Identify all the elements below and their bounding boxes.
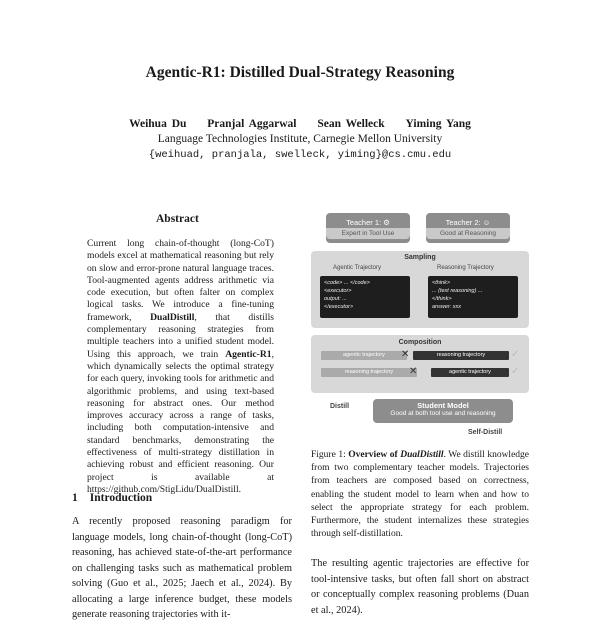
affiliation: Language Technologies Institute, Carnegie Mellon University bbox=[157, 133, 443, 145]
figure-overview bbox=[311, 207, 529, 441]
abstract-text: Current long chain-of-thought (long-CoT) models excel at mathematical reasoning but rely on slow and error-prone natural language traces. Tool-augmented agents address arithmetic via code execution, but often falter on complex logical tasks. We introduce a fine-tuning framework, bbox=[87, 238, 274, 323]
code-line: <executor> bbox=[324, 288, 352, 294]
author-name: Yiming Yang bbox=[405, 118, 471, 130]
abstract-heading: Abstract bbox=[156, 213, 199, 225]
teacher2-box bbox=[426, 213, 510, 243]
self-distill-label: Self-Distill bbox=[468, 429, 503, 436]
agentic-label: Agentic Trajectory bbox=[333, 265, 382, 271]
robot-icon: ⚙ bbox=[383, 218, 390, 227]
teacher1-title: Teacher 1: bbox=[346, 218, 382, 227]
agentic-code-block bbox=[320, 276, 410, 318]
reasoning-label: Reasoning Trajectory bbox=[437, 265, 494, 271]
teacher2-title: Teacher 2: bbox=[445, 218, 481, 227]
sampling-title: Sampling bbox=[404, 254, 436, 261]
student-title: Student Model bbox=[417, 401, 469, 410]
section-number: 1 bbox=[72, 492, 78, 504]
code-line: </executor> bbox=[324, 304, 354, 310]
code-line: answer: xxx bbox=[432, 304, 462, 310]
composition-title: Composition bbox=[398, 339, 442, 346]
author-emails: {weihuad, pranjala, swelleck, yiming}@cs.cmu.edu bbox=[148, 149, 452, 161]
abstract-text: , that distills complementary reasoning strategies from multiple teachers into a unified student model. Using this approach, we train bbox=[87, 311, 274, 360]
code-line: output: ... bbox=[324, 296, 347, 302]
teacher1-subtitle: Expert in Tool Use bbox=[326, 228, 410, 239]
check-icon: ✓ bbox=[511, 349, 520, 360]
caption-label: Figure 1: bbox=[311, 450, 349, 460]
code-line: <code> ... </code> bbox=[324, 280, 370, 286]
code-line: </think> bbox=[432, 296, 452, 302]
author-list bbox=[0, 118, 600, 130]
reasoning-code-block bbox=[428, 276, 518, 318]
author-name: Weihua Du bbox=[129, 118, 187, 130]
model-name: Agentic-R1 bbox=[225, 348, 272, 360]
student-box bbox=[373, 399, 513, 423]
sampling-panel bbox=[311, 251, 529, 328]
cross-icon: ✕ bbox=[409, 366, 418, 377]
abstract-body bbox=[87, 238, 274, 496]
paper-title: Agentic-R1: Distilled Dual-Strategy Reasoning bbox=[145, 64, 455, 81]
composition-panel bbox=[311, 335, 529, 393]
right-column-paragraph: The resulting agentic trajectories are effective for tool-intensive tasks, but often fall short on abstract or conceptually complex reasoning problems (Duan et al., 2024). bbox=[311, 558, 529, 616]
author-name: Sean Welleck bbox=[317, 118, 385, 130]
author-name: Pranjal Aggarwal bbox=[207, 118, 297, 130]
caption-bold: Overview of bbox=[348, 450, 401, 460]
student-subtitle: Good at both tool use and reasoning bbox=[390, 410, 496, 417]
code-line: ... (text reasoning) ... bbox=[432, 288, 483, 294]
teacher1-box bbox=[326, 213, 410, 243]
section-title: Introduction bbox=[89, 492, 153, 504]
method-name: DualDistill bbox=[150, 311, 195, 323]
code-line: <think> bbox=[432, 280, 451, 286]
caption-italic: DualDistill bbox=[400, 450, 444, 460]
trajectory-bar: agentic trajectory bbox=[321, 351, 407, 360]
trajectory-bar: reasoning trajectory bbox=[413, 351, 509, 360]
intro-paragraph: A recently proposed reasoning paradigm for language models, long chain-of-thought (long-CoT) reasoning, has achieved state-of-the-art performance on challenging tasks such as mathematical problem solving (Guo et al., 2025; Jaech et al., 2024). By allocating a large inference budget, these models generate reasoning trajectories with it- bbox=[72, 516, 292, 620]
trajectory-bar: reasoning trajectory bbox=[321, 368, 417, 377]
brain-icon: ☺ bbox=[482, 218, 491, 227]
teacher2-subtitle: Good at Reasoning bbox=[426, 228, 510, 239]
caption-text: . We distill knowledge from two complementary teacher models. Trajectories from teachers are composed based on correctness, enabling the student model to learn when and how to select the appropriate strategy for each problem. Furthermore, the student internalizes these strategies through self-distillation. bbox=[311, 450, 530, 540]
cross-icon: ✕ bbox=[401, 349, 410, 360]
section-heading bbox=[72, 492, 152, 504]
trajectory-bar: agentic trajectory bbox=[431, 368, 509, 377]
distill-label: Distill bbox=[330, 403, 350, 410]
abstract-text: , which dynamically selects the optimal strategy for each query, invoking tools for arithmetic and algorithmic problems, and using text-based reasoning for abstract ones. Our method improves accuracy across a range of tasks, including both computation-intensive and standard benchmarks, demonstrating the effectiveness of multi-strategy distillation in achieving robust and efficient reasoning. Our project is available at https://github.com/StigLidu/DualDistill. bbox=[87, 348, 274, 495]
figure-caption bbox=[311, 449, 529, 541]
check-icon: ✓ bbox=[511, 366, 520, 377]
